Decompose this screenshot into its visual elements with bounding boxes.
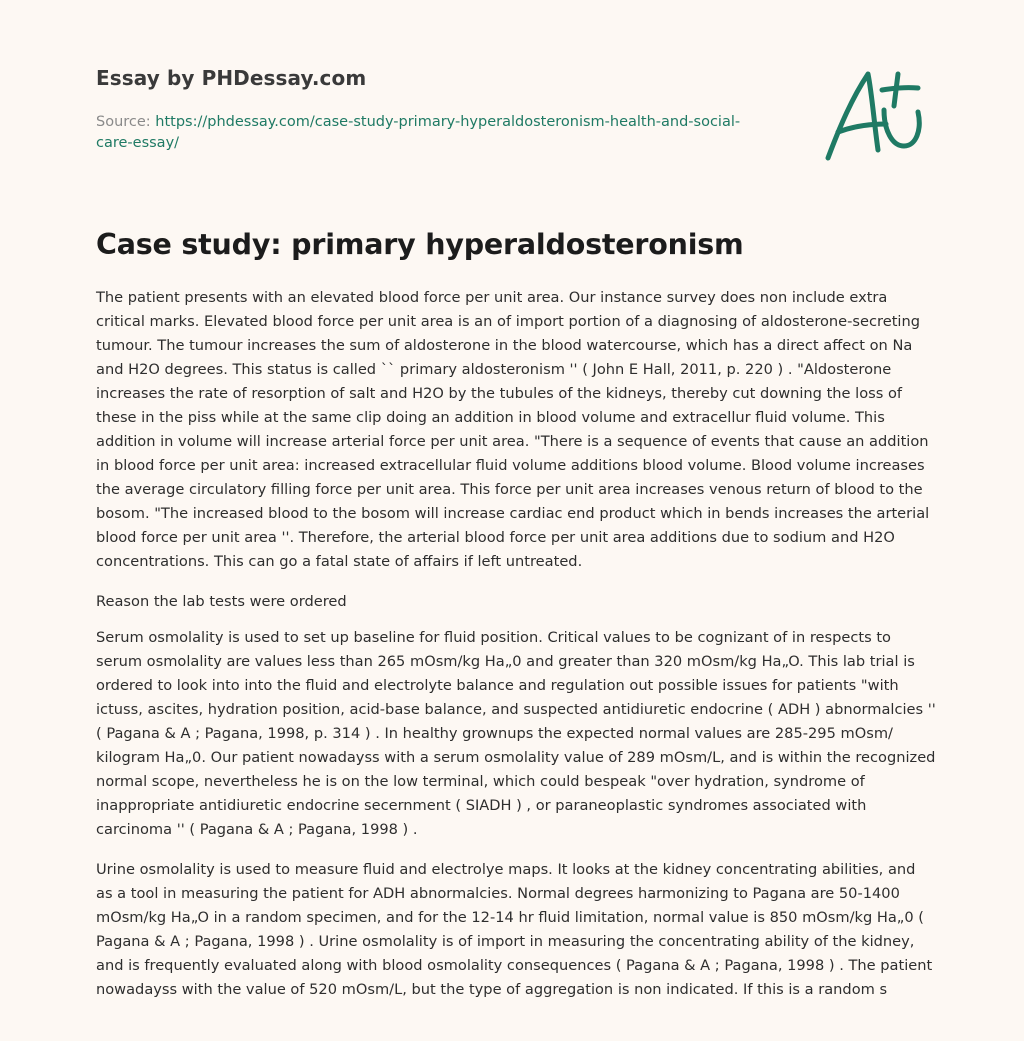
paragraph-intro: The patient presents with an elevated blood force per unit area. Our instance survey does non include extra critical marks. Elevated blood force per unit area is an of import portion of a diagnosing of aldosterone-secreting tumour. The tumour increases the sum of aldosterone in the blood watercourse, which has a direct affect on Na and H2O degrees. This status is called `` primary aldosteronism '' ( John E Hall, 2011, p. 220 ) . "Aldosterone increases the rate of resorption of salt and H2O by the tubules of the kidneys, thereby cut downing the loss of these in the piss while at the same clip doing an addition in blood volume and extracellur fluid volume. This addition in volume will increase arterial force per unit area. "There is a sequence of events that cause an addition in blood force per unit area: increased extracellular fluid volume additions blood volume. Blood volume increases the average circulatory filling force per unit area. This force per unit area increases venous return of blood to the bosom. "The increased blood to the bosom will increase cardiac end product which in bends increases the arterial blood force per unit area ''. Therefore, the arterial blood force per unit area additions due to sodium and H2O concentrations. This can go a fatal state of affairs if left untreated. — [96, 289, 930, 570]
paragraph-urine-osmolality: Urine osmolality is used to measure fluid and electrolye maps. It looks at the kidney concentrating abilities, and as a tool in measuring the patient for ADH abnormalcies. Normal degrees harmonizing to Pagana are 50-1400 mOsm/kg Ha„O in a random specimen, and for the 12-14 hr fluid limitation, normal value is 850 mOsm/kg Ha„0 ( Pagana & A ; Pagana, 1998 ) . Urine osmolality is of import in measuring the concentrating ability of the kidney, and is frequently evaluated along with blood osmolality consequences ( Pagana & A ; Pagana, 1998 ) . The patient nowadayss with the value of 520 mOsm/L, but the type of aggregation is non indicated. If this is a random s — [96, 861, 933, 998]
section-heading: Reason the lab tests were ordered — [96, 593, 347, 610]
a-plus-grade-icon — [820, 66, 930, 166]
source-label: Source: — [96, 114, 151, 130]
source-link[interactable]: https://phdessay.com/case-study-primary-hyperaldosteronism-health-and-social-care-essay/ — [96, 114, 741, 151]
essay-title: Case study: primary hyperaldosteronism — [96, 228, 744, 261]
essay-body — [96, 286, 936, 1018]
source-line — [96, 112, 776, 154]
site-brand: Essay by PHDessay.com — [96, 66, 367, 90]
paragraph-serum-osmolality: Serum osmolality is used to set up baseline for fluid position. Critical values to be cognizant of in respects to serum osmolality are values less than 265 mOsm/kg Ha„0 and greater than 320 mOsm/kg Ha„O. This lab trial is ordered to look into into the fluid and electrolyte balance and regulation out possible issues for patients "with ictuss, ascites, hydration position, acid-base balance, and suspected antidiuretic endocrine ( ADH ) abnormalcies '' ( Pagana & A ; Pagana, 1998, p. 314 ) . In healthy grownups the expected normal values are 285-295 mOsm/ kilogram Ha„0. Our patient nowadayss with a serum osmolality value of 289 mOsm/L, and is within the recognized normal scope, nevertheless he is on the low terminal, which could bespeak "over hydration, syndrome of inappropriate antidiuretic endocrine secernment ( SIADH ) , or paraneoplastic syndromes associated with carcinoma '' ( Pagana & A ; Pagana, 1998 ) . — [96, 629, 936, 838]
